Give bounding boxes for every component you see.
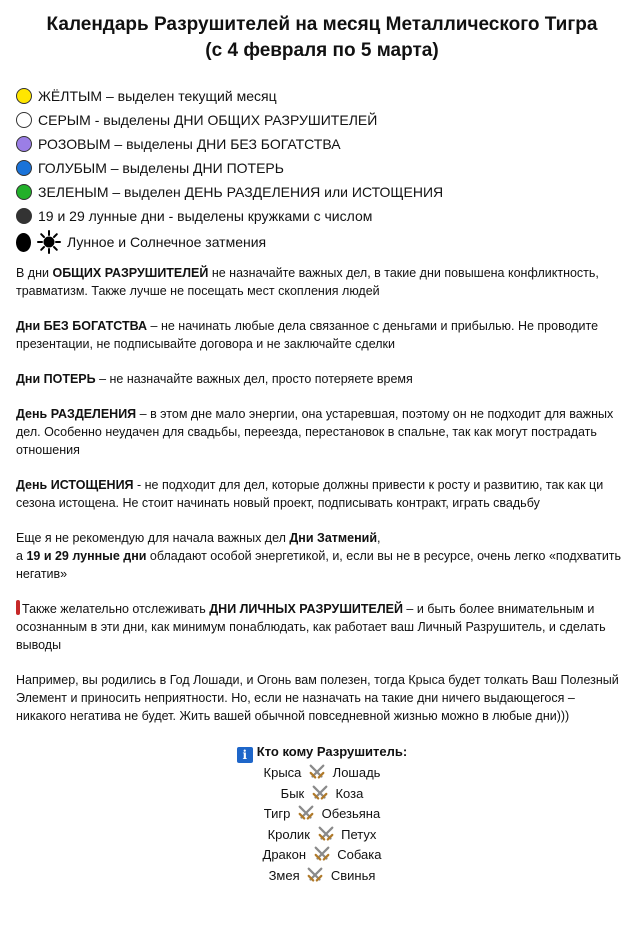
text: – не назначайте важных дел, просто потеряете время (95, 372, 413, 386)
purple-circle-icon (16, 136, 32, 152)
paragraph-common-destroyers (16, 264, 628, 300)
bold-term: Дни ПОТЕРЬ (16, 372, 96, 386)
paragraph-losses (16, 370, 628, 388)
legend-label: ЗЕЛЕНЫМ – выделен ДЕНЬ РАЗДЕЛЕНИЯ или ИСТОЩЕНИЯ (38, 184, 444, 200)
legend-label: ЖЁЛТЫМ – выделен текущий месяц (38, 88, 277, 104)
legend-item-gray (16, 108, 644, 132)
legend-label: Лунное и Солнечное затмения (67, 234, 267, 250)
info-icon: i (237, 747, 253, 763)
text: обладают особой энергетикой, и, если вы не в ресурсе, очень легко «подхватить негатив» (16, 549, 622, 581)
legend-label: ГОЛУБЫМ – выделены ДНИ ПОТЕРЬ (38, 160, 284, 176)
text: – не начинать любые дела связанное с деньгами и прибылью. Не проводите презентации, не подписывайте договора и не заключайте сделки (16, 319, 599, 351)
legend-item-pink (16, 132, 644, 156)
animal-right: Петух (341, 826, 377, 842)
legend-item-blue (16, 156, 644, 180)
paragraph-personal-destroyers (16, 600, 628, 654)
destroyers-list (0, 742, 644, 886)
moon-icon (16, 233, 31, 252)
crossed-swords-icon (317, 825, 335, 843)
bold-term: ДНИ ЛИЧНЫХ РАЗРУШИТЕЛЕЙ (209, 602, 403, 616)
paragraph-eclipses (16, 529, 628, 583)
green-circle-icon (16, 184, 32, 200)
bold-term: 19 и 29 лунные дни (26, 549, 147, 563)
legend-label: СЕРЫМ - выделены ДНИ ОБЩИХ РАЗРУШИТЕЛЕЙ (38, 112, 378, 128)
text: не назначайте важных дел, в такие дни повышена конфликтность, травматизм. Также лучше не посещать мест скопления людей (16, 266, 599, 298)
paragraph-exhaustion (16, 476, 628, 512)
bold-term: День РАЗДЕЛЕНИЯ (16, 407, 137, 421)
animal-left: Бык (280, 785, 305, 801)
animal-left: Дракон (262, 847, 307, 862)
eclipse-icons (16, 230, 61, 254)
bold-term: ОБЩИХ РАЗРУШИТЕЛЕЙ (52, 266, 209, 280)
crossed-swords-icon (297, 804, 315, 822)
crossed-swords-icon (311, 784, 329, 802)
animal-right: Лошадь (332, 765, 381, 780)
bold-term: День ИСТОЩЕНИЯ (16, 478, 134, 492)
animal-right: Свинья (330, 867, 376, 883)
heading-text: Кто кому Разрушитель: (256, 744, 408, 759)
text: – и быть более внимательным и осознанным в эти дни, как минимум понаблюдать, как работает ваш Личный Разрушитель, и сделать выводы (16, 602, 606, 652)
list-item (0, 784, 644, 805)
paragraph-separation (16, 405, 628, 459)
blue-circle-icon (16, 160, 32, 176)
list-item (0, 825, 644, 846)
crossed-swords-icon (313, 845, 331, 863)
text: Также желательно отслеживать (22, 602, 210, 616)
legend-item-lunar-days (16, 204, 644, 228)
black-circle-icon (16, 208, 32, 224)
legend-item-green (16, 180, 644, 204)
paragraph-example (16, 671, 628, 725)
bold-term: Дни Затмений (289, 531, 378, 545)
bold-term: Дни БЕЗ БОГАТСТВА (16, 319, 148, 333)
text: Еще я не рекомендую для начала важных дел (16, 531, 290, 545)
text: В дни (16, 266, 53, 280)
legend-item-yellow (16, 84, 644, 108)
list-item (0, 804, 644, 825)
text: а (16, 549, 27, 563)
animal-right: Собака (337, 847, 382, 862)
legend-item-eclipses (16, 228, 644, 256)
exclamation-icon (16, 600, 20, 615)
animal-left: Крыса (263, 765, 302, 780)
title-line-1: Календарь Разрушителей на месяц Металлического Тигра (46, 14, 598, 35)
list-item (0, 763, 644, 784)
yellow-circle-icon (16, 88, 32, 104)
text: Например, вы родились в Год Лошади, и Огонь вам полезен, тогда Крыса будет толкать Ваш Полезный Элемент и приносить неприятности. Но, если не назначать на такие дни ничего выдающегося – никакого негатива не будет. Жить вашей обычной повседневной жизнью можно в любые дни))) (16, 673, 619, 723)
animal-left: Кролик (267, 826, 310, 842)
page-title (0, 12, 644, 64)
crossed-swords-icon (308, 763, 326, 781)
legend (0, 84, 644, 256)
animal-right: Обезьяна (321, 806, 381, 821)
title-line-2: (с 4 февраля по 5 марта) (205, 40, 439, 61)
text: – в этом дне мало энергии, она устаревшая, поэтому он не подходит для важных дел. Особенно неудачен для свадьбы, переезда, перестановок в спальне, так как могут пострадать отношения (16, 407, 614, 457)
white-circle-icon (16, 112, 32, 128)
legend-label: 19 и 29 лунные дни - выделены кружками с числом (38, 208, 373, 224)
legend-label: РОЗОВЫМ – выделены ДНИ БЕЗ БОГАТСТВА (38, 136, 341, 152)
crossed-swords-icon (306, 866, 324, 884)
animal-right: Коза (335, 785, 364, 801)
list-heading (0, 742, 644, 763)
text: , (377, 531, 381, 545)
list-item (0, 866, 644, 887)
list-item (0, 845, 644, 866)
text: - не подходит для дел, которые должны привести к росту и развитию, так как ци сезона истощена. Не стоит начинать новый проект, подписывать контракт, играть свадьбу (16, 478, 604, 510)
animal-left: Тигр (263, 806, 291, 821)
sun-icon (37, 230, 61, 254)
animal-left: Змея (268, 867, 300, 883)
paragraph-no-wealth (16, 317, 628, 353)
article-body (0, 264, 644, 725)
